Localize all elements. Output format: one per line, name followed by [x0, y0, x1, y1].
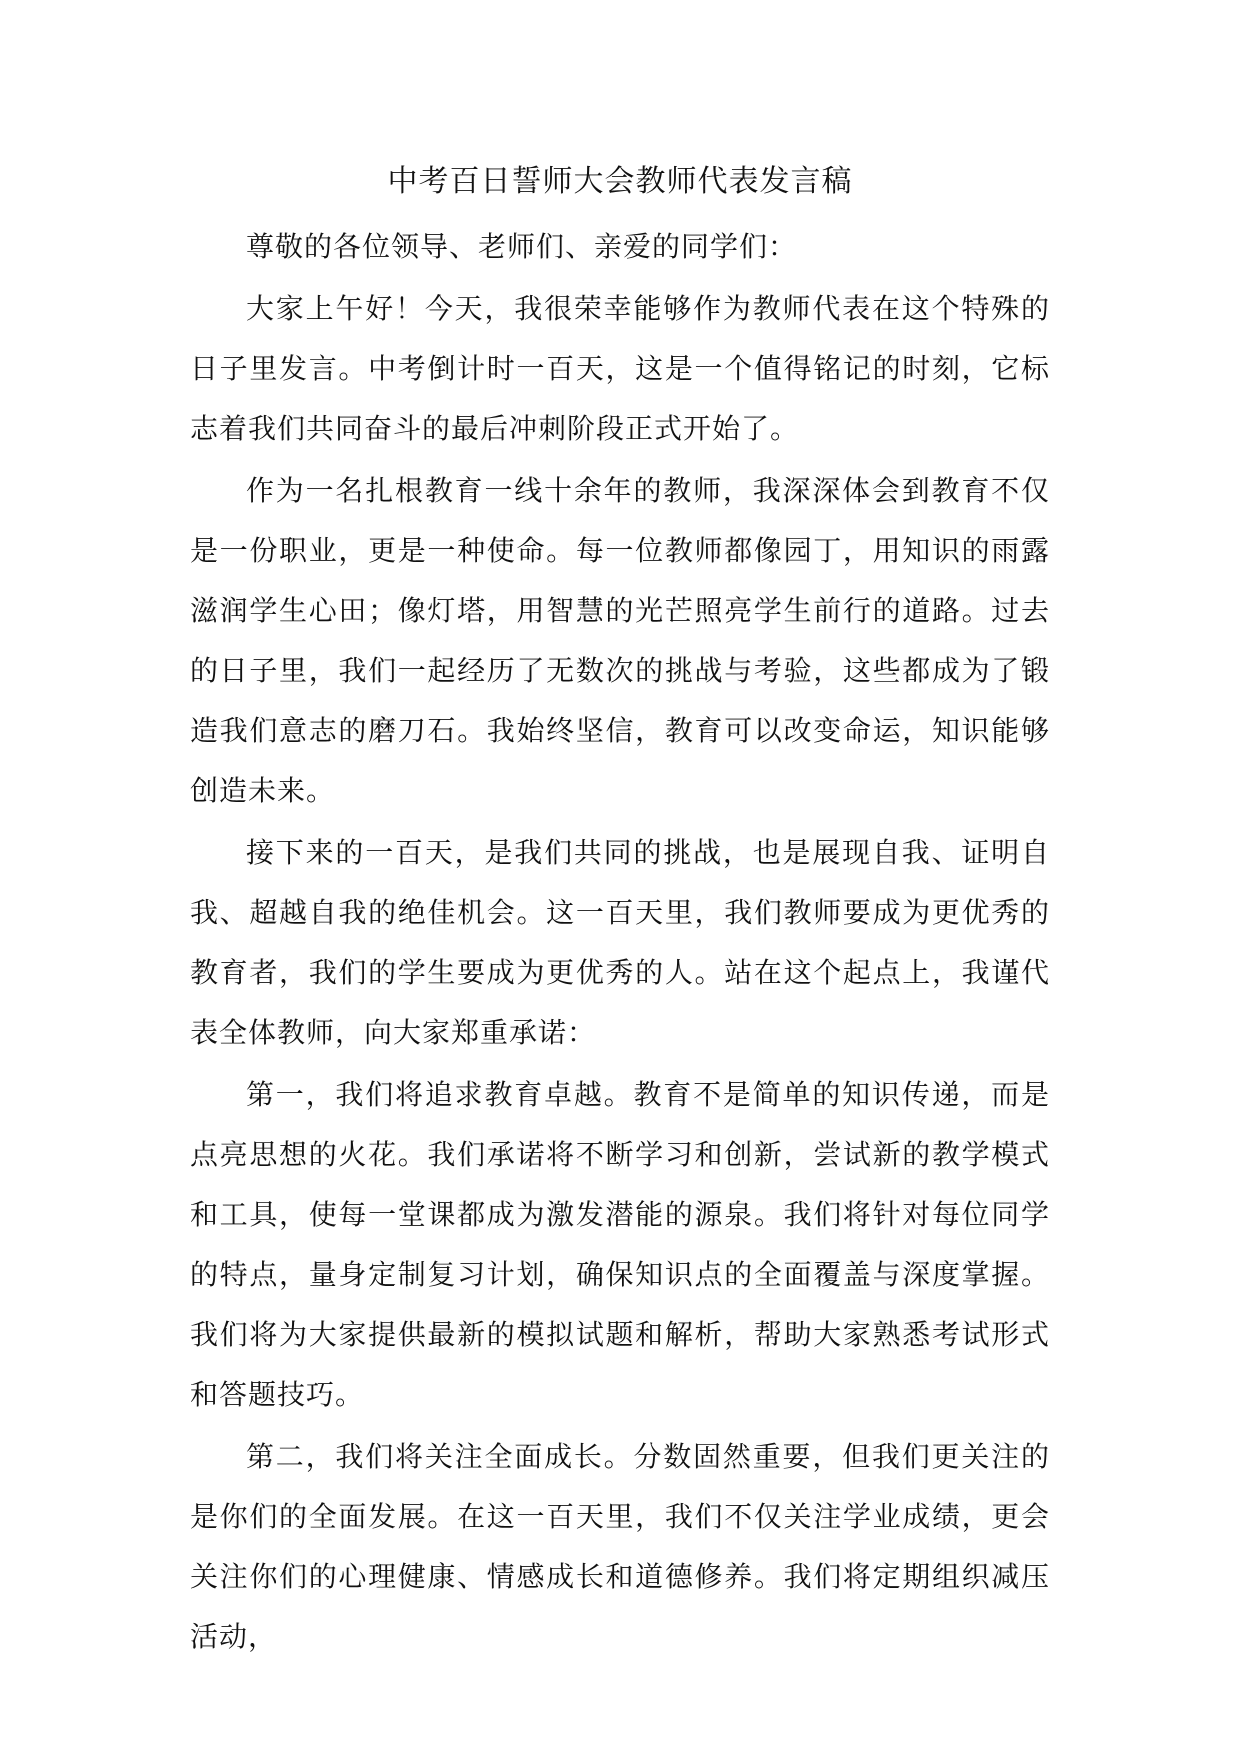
commitment-paragraph: 接下来的一百天，是我们共同的挑战，也是展现自我、证明自我、超越自我的绝佳机会。这一百天里，我们教师要成为更优秀的教育者，我们的学生要成为更优秀的人。站在这个起点上，我谨代表全体教师，向大家郑重承诺： [190, 836, 1050, 1049]
document-title: 中考百日誓师大会教师代表发言稿 [387, 164, 853, 199]
first-pledge-paragraph: 第一，我们将追求教育卓越。教育不是简单的知识传递，而是点亮思想的火花。我们承诺将不断学习和创新，尝试新的教学模式和工具，使每一堂课都成为激发潜能的源泉。我们将针对每位同学的特点，量身定制复习计划，确保知识点的全面覆盖与深度掌握。我们将为大家提供最新的模拟试题和解析，帮助大家熟悉考试形式和答题技巧。 [190, 1078, 1050, 1411]
second-pledge-paragraph: 第二，我们将关注全面成长。分数固然重要，但我们更关注的是你们的全面发展。在这一百天里，我们不仅关注学业成绩，更会关注你们的心理健康、情感成长和道德修养。我们将定期组织减压活动， [190, 1440, 1050, 1653]
salutation-paragraph: 尊敬的各位领导、老师们、亲爱的同学们： [246, 230, 798, 263]
document-body [190, 152, 1050, 1669]
mission-paragraph: 作为一名扎根教育一线十余年的教师，我深深体会到教育不仅是一份职业，更是一种使命。每一位教师都像园丁，用知识的雨露滋润学生心田；像灯塔，用智慧的光芒照亮学生前行的道路。过去的日子里，我们一起经历了无数次的挑战与考验，这些都成为了锻造我们意志的磨刀石。我始终坚信，教育可以改变命运，知识能够创造未来。 [190, 474, 1050, 807]
opening-paragraph: 大家上午好！今天，我很荣幸能够作为教师代表在这个特殊的日子里发言。中考倒计时一百天，这是一个值得铭记的时刻，它标志着我们共同奋斗的最后冲刺阶段正式开始了。 [190, 292, 1050, 445]
